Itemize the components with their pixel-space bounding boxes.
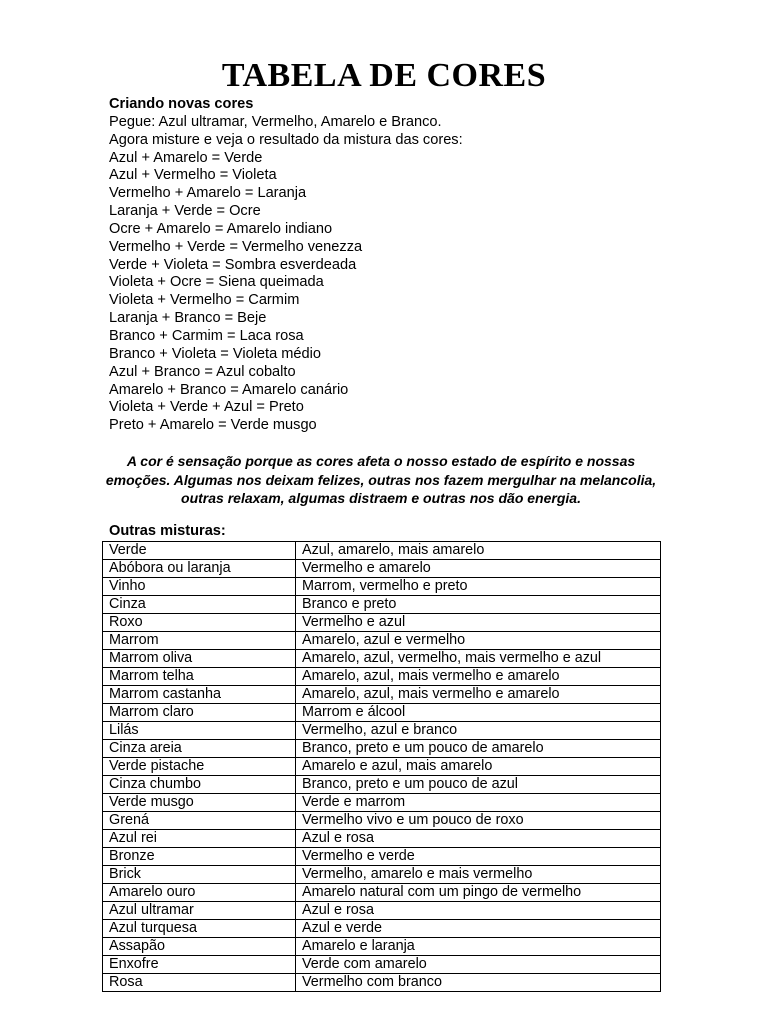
mixture-cell: Verde com amarelo [296,956,661,974]
color-name-cell: Azul rei [103,830,296,848]
intro-subhead: Criando novas cores [109,96,254,112]
mixture-cell: Vermelho e azul [296,614,661,632]
table-row [103,902,661,920]
mix-formula-line: Violeta + Vermelho = Carmim [109,292,300,309]
table-row [103,578,661,596]
mixture-cell: Branco, preto e um pouco de azul [296,776,661,794]
mix-formula-line: Preto + Amarelo = Verde musgo [109,417,317,434]
mixture-cell: Amarelo e azul, mais amarelo [296,758,661,776]
color-name-cell: Azul ultramar [103,902,296,920]
table-row [103,920,661,938]
mixture-cell: Verde e marrom [296,794,661,812]
color-name-cell: Cinza areia [103,740,296,758]
mixture-cell: Amarelo, azul, mais vermelho e amarelo [296,668,661,686]
mix-formula-line: Laranja + Branco = Beje [109,310,267,327]
mixture-cell: Azul e verde [296,920,661,938]
mix-formula-line: Azul + Amarelo = Verde [109,149,263,166]
table-row [103,866,661,884]
table-row [103,884,661,902]
mix-formula-line: Amarelo + Branco = Amarelo canário [109,381,349,398]
table-row [103,560,661,578]
color-name-cell: Roxo [103,614,296,632]
table-row [103,722,661,740]
color-mix-table [102,541,661,992]
color-name-cell: Verde musgo [103,794,296,812]
mixture-cell: Amarelo e laranja [296,938,661,956]
color-name-cell: Verde [103,542,296,560]
mix-formula-line: Azul + Vermelho = Violeta [109,167,277,184]
color-name-cell: Brick [103,866,296,884]
table-row [103,542,661,560]
table-row [103,668,661,686]
color-name-cell: Lilás [103,722,296,740]
mixture-cell: Vermelho, amarelo e mais vermelho [296,866,661,884]
mix-formula-line: Pegue: Azul ultramar, Vermelho, Amarelo e Branco. [109,113,442,130]
mix-formula-line: Violeta + Verde + Azul = Preto [109,399,304,416]
mixture-cell: Amarelo, azul e vermelho [296,632,661,650]
table-row [103,956,661,974]
table-row [103,704,661,722]
mixture-cell: Amarelo, azul, mais vermelho e amarelo [296,686,661,704]
mixture-cell: Azul e rosa [296,830,661,848]
table-row [103,776,661,794]
mixture-cell: Marrom e álcool [296,704,661,722]
table-row [103,632,661,650]
table-row [103,614,661,632]
mixture-cell: Vermelho, azul e branco [296,722,661,740]
color-name-cell: Marrom [103,632,296,650]
table-row [103,938,661,956]
color-name-cell: Verde pistache [103,758,296,776]
color-name-cell: Marrom claro [103,704,296,722]
page-title: TABELA DE CORES [221,57,547,94]
mix-formula-line: Violeta + Ocre = Siena queimada [109,274,324,291]
color-name-cell: Azul turquesa [103,920,296,938]
table-row [103,794,661,812]
table-row [103,848,661,866]
mixture-cell: Marrom, vermelho e preto [296,578,661,596]
mixture-cell: Amarelo natural com um pingo de vermelho [296,884,661,902]
table-row [103,740,661,758]
intro-section [109,96,669,435]
mix-formula-line: Branco + Violeta = Violeta médio [109,345,322,362]
intro-lines [109,114,669,435]
color-name-cell: Enxofre [103,956,296,974]
mixture-cell: Vermelho vivo e um pouco de roxo [296,812,661,830]
mix-formula-line: Vermelho + Verde = Vermelho venezza [109,238,363,255]
table-row [103,650,661,668]
mixture-cell: Amarelo, azul, vermelho, mais vermelho e azul [296,650,661,668]
mix-formula-line: Agora misture e veja o resultado da mistura das cores: [109,131,463,148]
mix-formula-line: Branco + Carmim = Laca rosa [109,327,304,344]
color-name-cell: Marrom telha [103,668,296,686]
color-name-cell: Assapão [103,938,296,956]
mixture-cell: Branco, preto e um pouco de amarelo [296,740,661,758]
mix-formula-line: Laranja + Verde = Ocre [109,203,261,220]
mix-formula-line: Vermelho + Amarelo = Laranja [109,185,307,202]
color-name-cell: Amarelo ouro [103,884,296,902]
quote-paragraph: A cor é sensação porque as cores afeta o nosso estado de espírito e nossas emoções. Algumas nos deixam felizes, outras nos fazem mergulhar na melancolia, outras relaxam, algumas distraem e outras nos dão energia. [105,453,657,506]
mixture-cell: Branco e preto [296,596,661,614]
table-row [103,812,661,830]
table-row [103,686,661,704]
table-title: Outras misturas: [109,523,226,539]
table-row [103,596,661,614]
mix-formula-line: Azul + Branco = Azul cobalto [109,363,296,380]
table-row [103,830,661,848]
mixture-cell: Azul e rosa [296,902,661,920]
table-row [103,758,661,776]
color-name-cell: Bronze [103,848,296,866]
color-name-cell: Abóbora ou laranja [103,560,296,578]
color-name-cell: Marrom oliva [103,650,296,668]
mixture-cell: Azul, amarelo, mais amarelo [296,542,661,560]
mixture-cell: Vermelho e verde [296,848,661,866]
color-name-cell: Marrom castanha [103,686,296,704]
color-name-cell: Rosa [103,974,296,992]
mixture-cell: Vermelho e amarelo [296,560,661,578]
color-name-cell: Cinza chumbo [103,776,296,794]
color-name-cell: Vinho [103,578,296,596]
table-row [103,974,661,992]
color-name-cell: Grená [103,812,296,830]
mix-formula-line: Verde + Violeta = Sombra esverdeada [109,256,357,273]
color-name-cell: Cinza [103,596,296,614]
mix-formula-line: Ocre + Amarelo = Amarelo indiano [109,220,333,237]
mixture-cell: Vermelho com branco [296,974,661,992]
